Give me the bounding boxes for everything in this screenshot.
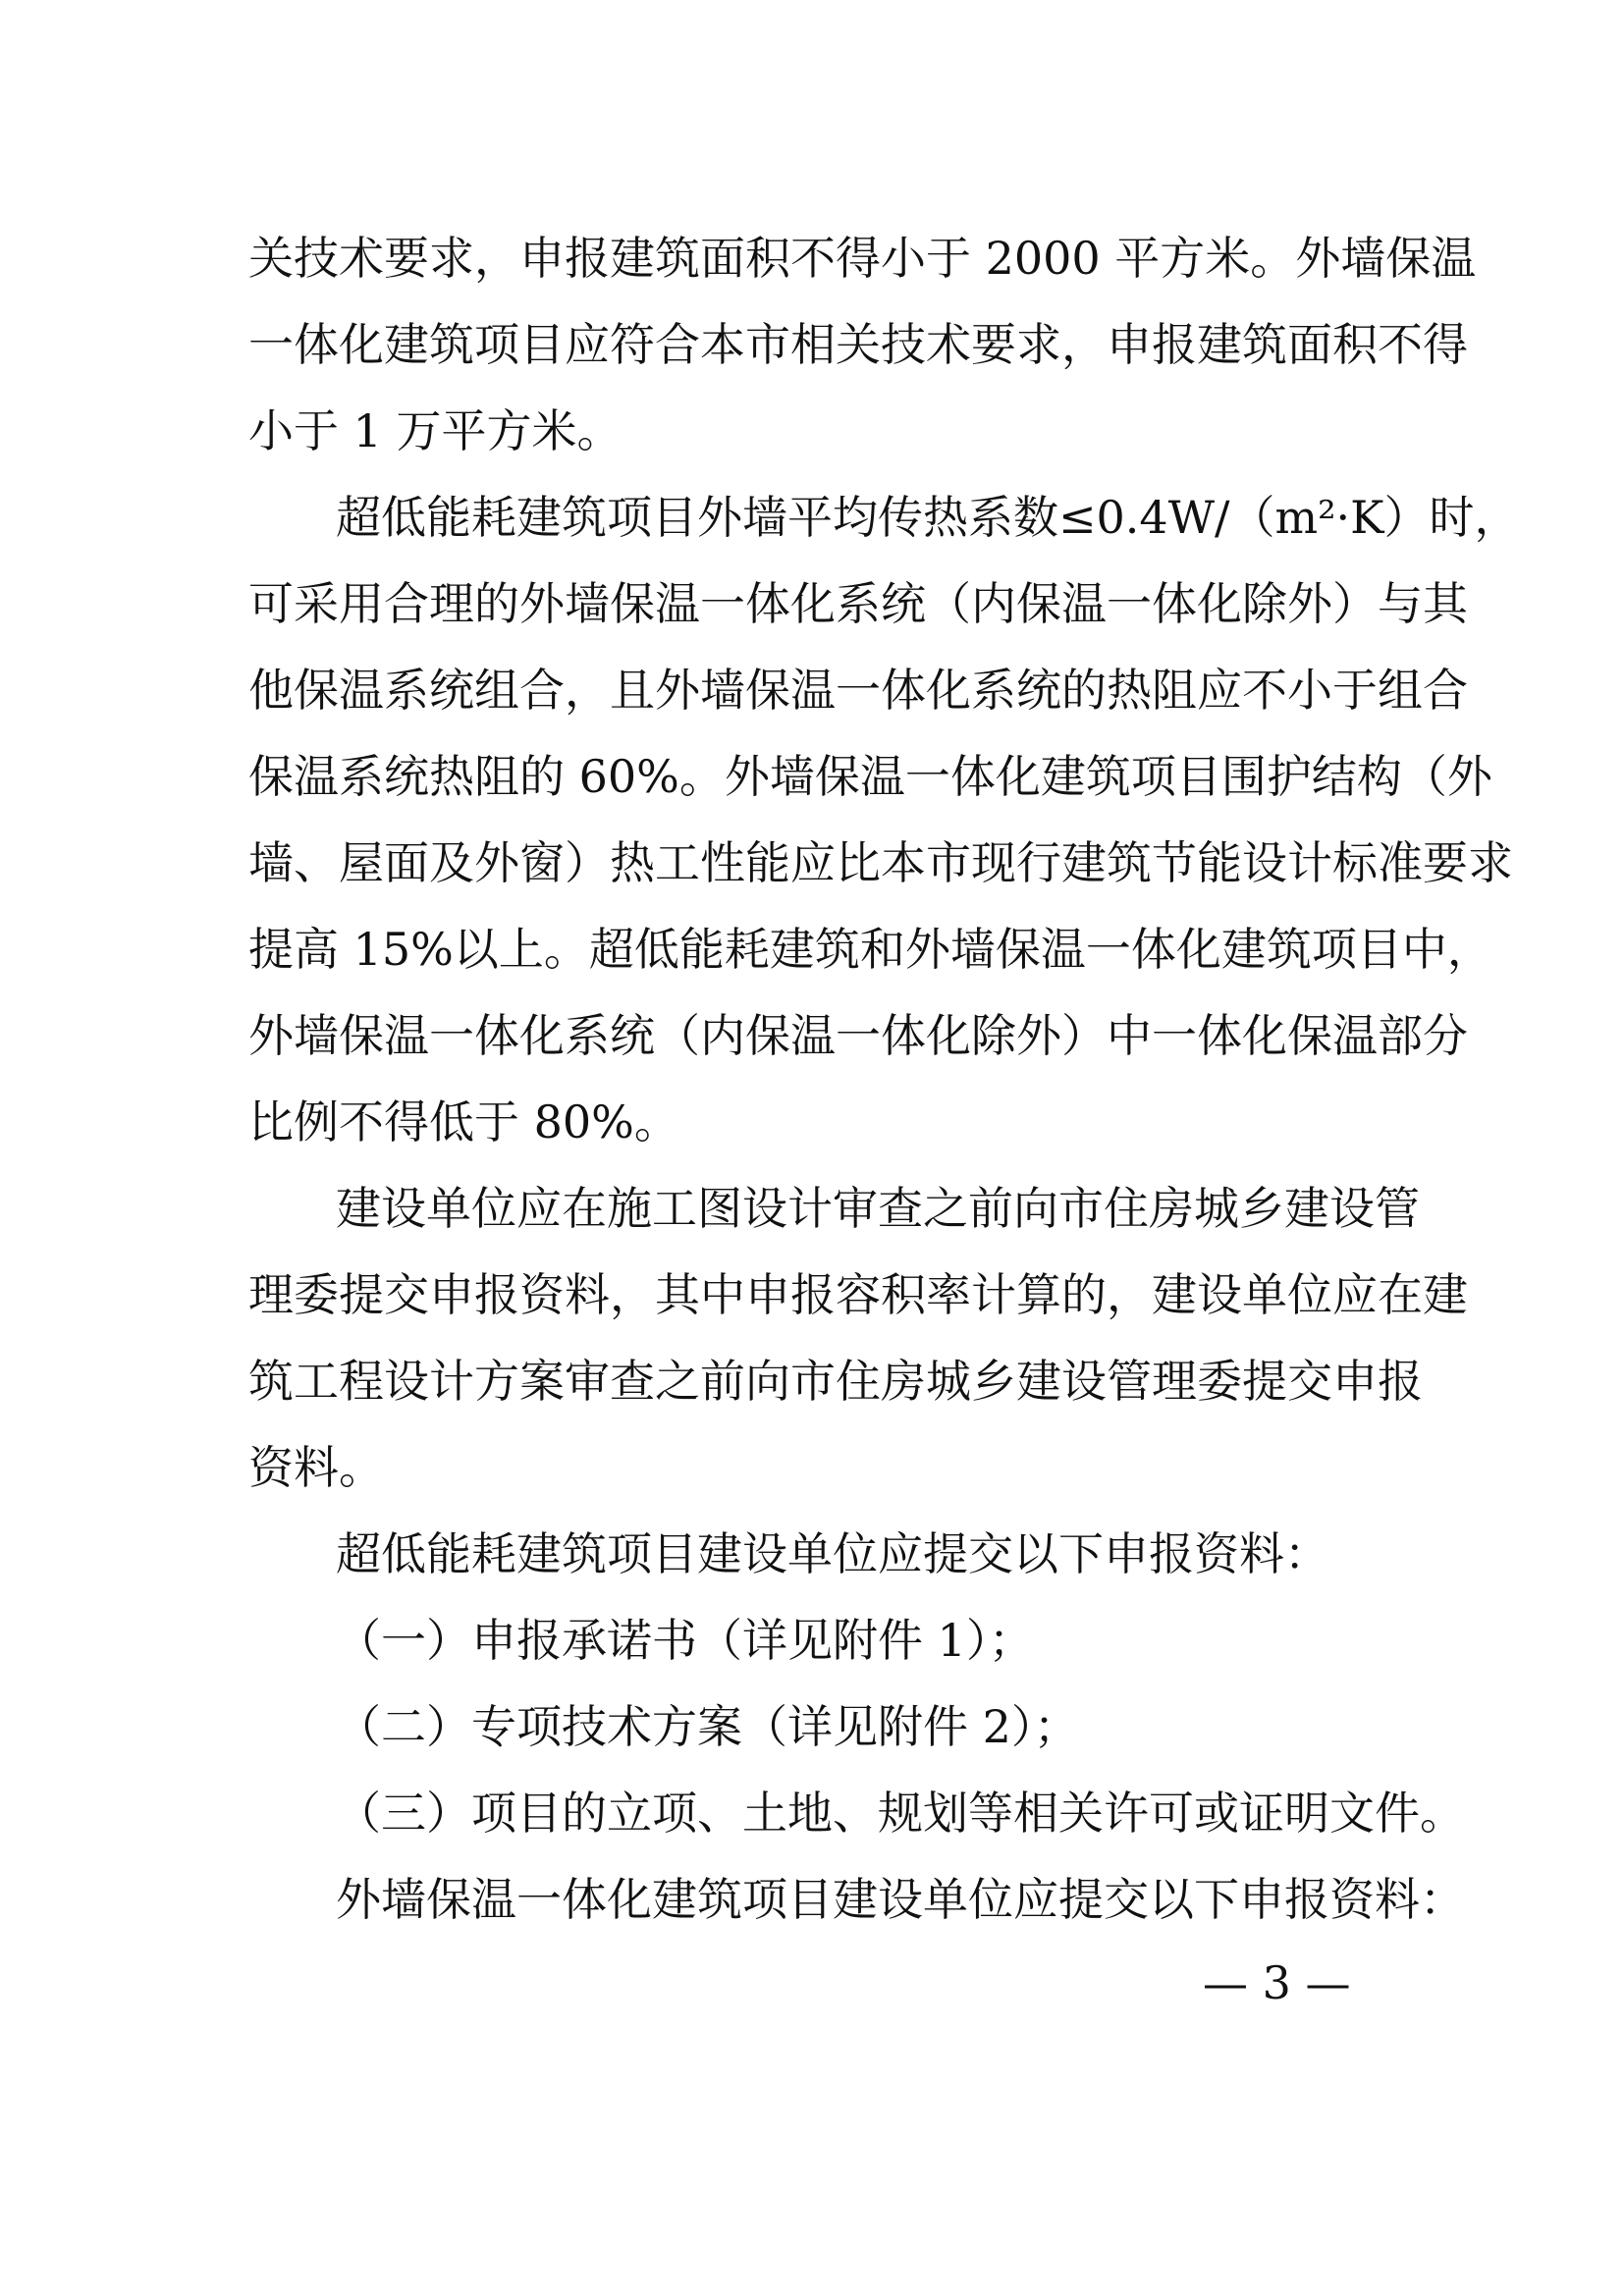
paragraph-line-20: 外墙保温一体化建筑项目建设单位应提交以下申报资料： xyxy=(336,1873,1465,1926)
paragraph-line-13: 理委提交申报资料，其中申报容积率计算的，建设单位应在建 xyxy=(248,1268,1468,1321)
paragraph-line-9: 提高 15%以上。超低能耗建筑和外墙保温一体化建筑项目中， xyxy=(248,923,1492,976)
list-item-2: （二）专项技术方案（详见附件 2）； xyxy=(336,1700,1079,1753)
paragraph-line-4: 超低能耗建筑项目外墙平均传热系数≤0.4W/（m²·K）时， xyxy=(336,491,1520,544)
paragraph-line-6: 他保温系统组合，且外墙保温一体化系统的热阻应不小于组合 xyxy=(248,664,1468,717)
paragraph-line-2: 一体化建筑项目应符合本市相关技术要求，申报建筑面积不得 xyxy=(248,318,1468,371)
paragraph-line-8: 墙、屋面及外窗）热工性能应比本市现行建筑节能设计标准要求 xyxy=(248,836,1513,889)
list-item-3: （三）项目的立项、土地、规划等相关许可或证明文件。 xyxy=(336,1787,1465,1840)
paragraph-line-14: 筑工程设计方案审查之前向市住房城乡建设管理委提交申报 xyxy=(248,1355,1423,1408)
paragraph-line-1: 关技术要求，申报建筑面积不得小于 2000 平方米。外墙保温 xyxy=(248,232,1477,285)
paragraph-line-11: 比例不得低于 80%。 xyxy=(248,1095,679,1148)
page-number: — 3 — xyxy=(1203,1956,1351,2009)
paragraph-line-7: 保温系统热阻的 60%。外墙保温一体化建筑项目围护结构（外 xyxy=(248,750,1492,803)
paragraph-line-12: 建设单位应在施工图设计审查之前向市住房城乡建设管 xyxy=(336,1182,1420,1235)
paragraph-line-16: 超低能耗建筑项目建设单位应提交以下申报资料： xyxy=(336,1527,1329,1580)
list-item-1: （一）申报承诺书（详见附件 1）； xyxy=(336,1614,1034,1667)
paragraph-line-3: 小于 1 万平方米。 xyxy=(248,404,623,457)
paragraph-line-5: 可采用合理的外墙保温一体化系统（内保温一体化除外）与其 xyxy=(248,577,1468,630)
paragraph-line-15: 资料。 xyxy=(248,1441,384,1494)
paragraph-line-10: 外墙保温一体化系统（内保温一体化除外）中一体化保温部分 xyxy=(248,1009,1468,1062)
